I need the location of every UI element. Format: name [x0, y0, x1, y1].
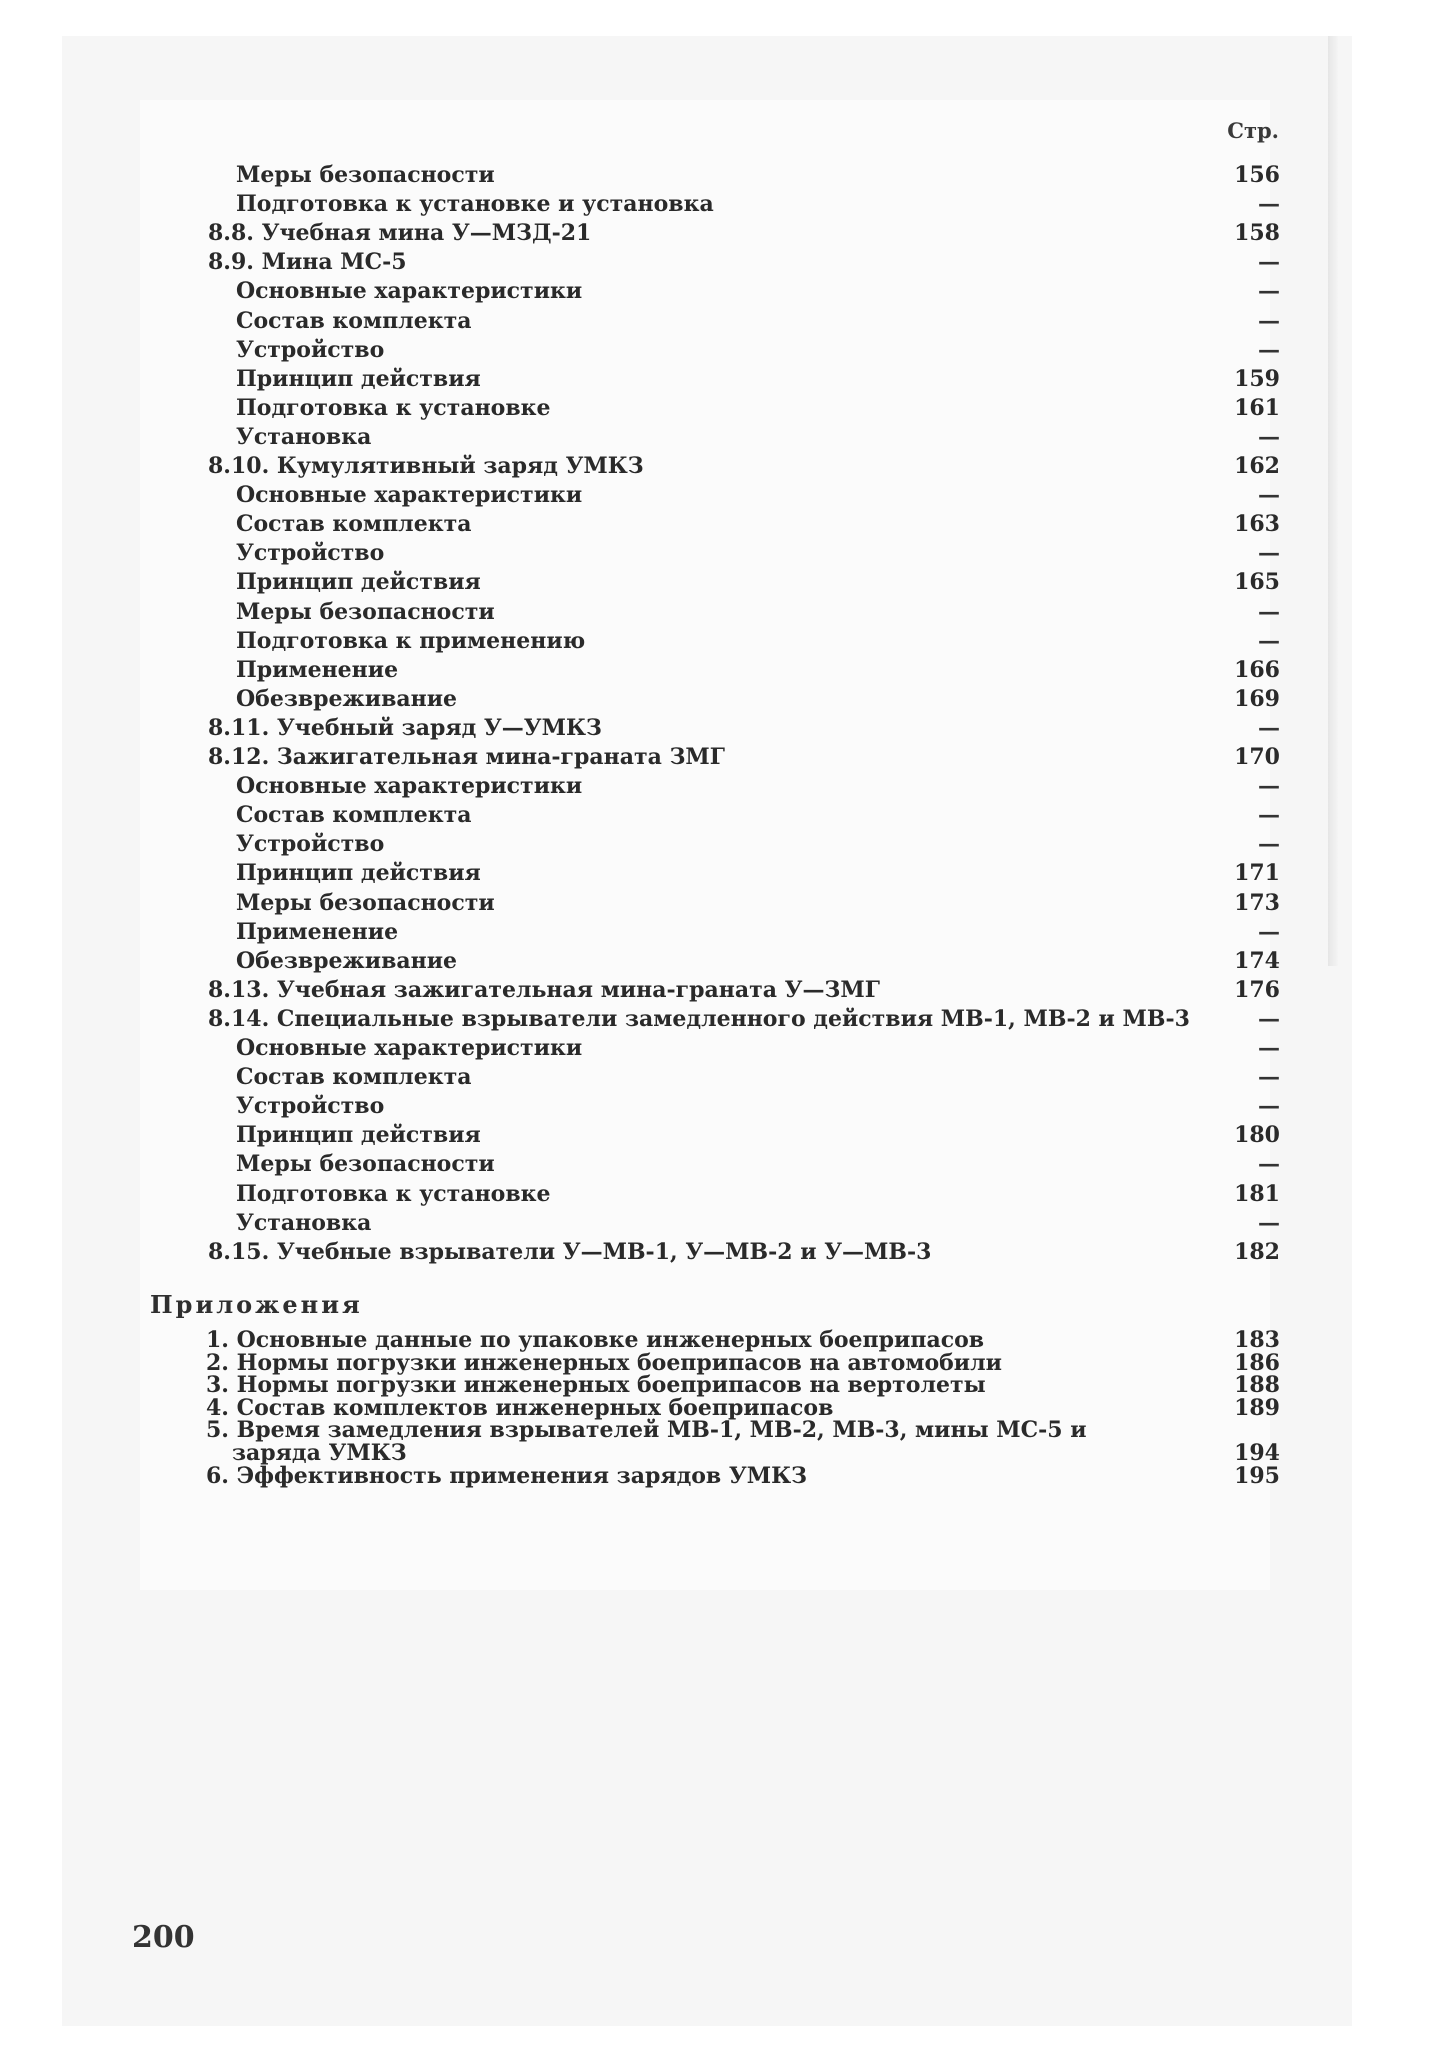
toc-entry-title: Установка — [236, 423, 372, 450]
toc-entry-title: Обезвреживание — [236, 685, 458, 712]
page-ref: — — [1258, 1064, 1280, 1091]
page-ref: 186 — [1234, 1349, 1280, 1376]
toc-entry — [236, 1033, 1280, 1063]
page-ref: 194 — [1234, 1440, 1280, 1466]
page-ref: — — [1258, 802, 1280, 829]
page-ref: 188 — [1234, 1372, 1280, 1399]
toc-entry — [236, 655, 1280, 685]
toc-entry — [236, 800, 1280, 830]
toc-entry-title: Устройство — [236, 336, 385, 363]
toc-entry — [236, 829, 1280, 859]
toc-entry — [208, 975, 1280, 1005]
toc-entry — [236, 480, 1280, 510]
page-ref: — — [1258, 278, 1280, 305]
toc-entry — [236, 597, 1280, 627]
toc-entry-title: Состав комплекта — [236, 802, 472, 829]
toc-entry — [236, 684, 1280, 714]
toc-entry — [236, 946, 1280, 976]
toc-entry-title: Меры безопасности — [236, 1151, 495, 1178]
page-ref: — — [1258, 627, 1280, 654]
page-ref: — — [1258, 423, 1280, 450]
toc-entry — [236, 422, 1280, 452]
page-ref: — — [1258, 1093, 1280, 1120]
toc-entry — [236, 393, 1280, 423]
page-ref: 183 — [1234, 1327, 1280, 1353]
toc-entry — [208, 1237, 1280, 1267]
page-column-header: Стр. — [1227, 118, 1279, 143]
toc-entry — [236, 364, 1280, 394]
toc-entry-title: Устройство — [236, 831, 385, 858]
page-ref: 166 — [1234, 656, 1280, 683]
appendix-entry-title: 6. Эффективность применения зарядов УМКЗ — [206, 1462, 807, 1489]
page-ref: — — [1258, 336, 1280, 363]
toc-entry-title: Применение — [236, 918, 399, 945]
page-number: 200 — [132, 1920, 195, 1955]
toc-entry-title: Обезвреживание — [236, 947, 458, 974]
toc-entry — [236, 1179, 1280, 1209]
toc-entry-title: Принцип действия — [236, 1122, 481, 1149]
page-ref: — — [1258, 540, 1280, 567]
page-ref: 170 — [1234, 744, 1280, 770]
toc-entry-title: 8.15. Учебные взрыватели У—МВ-1, У—МВ-2 и У—МВ-3 — [208, 1238, 932, 1265]
toc-entry-title: Состав комплекта — [236, 511, 472, 538]
page-ref: 156 — [1234, 162, 1280, 188]
toc-entry — [236, 1062, 1280, 1092]
appendix-entry-title: 5. Время замедления взрывателей МВ-1, МВ-2, МВ-3, мины МС-5 и — [206, 1417, 1087, 1444]
appendix-entry-title: 2. Нормы погрузки инженерных боеприпасов на автомобили — [206, 1349, 1002, 1376]
toc-entry-title: Меры безопасности — [236, 889, 495, 916]
toc-entry — [236, 888, 1280, 918]
toc-entry-title: Основные характеристики — [236, 482, 583, 509]
toc-entry — [236, 189, 1280, 219]
toc-entry-title: 8.12. Зажигательная мина-граната ЗМГ — [208, 744, 725, 770]
toc-entry-title: Подготовка к установке — [236, 1180, 551, 1207]
toc-entry-title: Состав комплекта — [236, 307, 472, 334]
toc-entry — [236, 1091, 1280, 1121]
page-ref: — — [1258, 714, 1280, 741]
toc-entry-title: Основные характеристики — [236, 1035, 583, 1061]
toc-entry-title: 8.9. Мина МС-5 — [208, 249, 407, 276]
toc-entry — [236, 160, 1280, 190]
toc-entry-title: Применение — [236, 656, 399, 683]
page-ref: — — [1258, 1005, 1280, 1032]
toc-entry-title: Подготовка к установке и установка — [236, 191, 714, 218]
page-ref: 169 — [1234, 685, 1280, 712]
toc-entry-title: Основные характеристики — [236, 278, 583, 305]
page-ref: 162 — [1234, 453, 1280, 479]
toc-entry-title: Меры безопасности — [236, 162, 495, 188]
toc-entry-title: 8.10. Кумулятивный заряд УМКЗ — [208, 453, 644, 479]
toc-entry-title: Устройство — [236, 1093, 385, 1120]
page-ref: 189 — [1234, 1394, 1280, 1421]
page-ref: — — [1258, 307, 1280, 334]
toc-entry-title: Устройство — [236, 540, 385, 567]
toc-entry — [236, 917, 1280, 947]
toc-entry — [208, 713, 1280, 743]
page-ref: 171 — [1234, 860, 1280, 887]
page-ref: — — [1258, 598, 1280, 625]
toc-entry-title: Меры безопасности — [236, 598, 495, 625]
page-ref: — — [1258, 1151, 1280, 1178]
toc-entry — [236, 276, 1280, 306]
page-ref: — — [1258, 773, 1280, 800]
appendix-entry-title: 1. Основные данные по упаковке инженерных боеприпасов — [206, 1327, 985, 1353]
appendix-entry-title: заряда УМКЗ — [232, 1440, 407, 1466]
toc-entry — [236, 858, 1280, 888]
page-ref: 174 — [1234, 947, 1280, 974]
page-ref: — — [1258, 831, 1280, 858]
page-ref: 176 — [1234, 976, 1280, 1003]
toc-entry — [236, 335, 1280, 365]
toc-entry — [208, 1004, 1280, 1034]
toc-entry — [236, 567, 1280, 597]
toc-entry-title: Принцип действия — [236, 569, 481, 596]
page-ref: 165 — [1234, 569, 1280, 596]
toc-entry-title: Принцип действия — [236, 365, 481, 392]
page-ref: 161 — [1234, 394, 1280, 421]
page-ref: — — [1258, 482, 1280, 509]
toc-entry — [208, 451, 1280, 481]
page-ref: — — [1258, 191, 1280, 218]
toc-entry-title: Принцип действия — [236, 860, 481, 887]
page-ref: 163 — [1234, 511, 1280, 538]
toc-entry — [208, 218, 1280, 248]
toc-entry — [236, 1149, 1280, 1179]
toc-entry — [236, 626, 1280, 656]
toc-entry-title: Подготовка к установке — [236, 394, 551, 421]
toc-entry-title: 8.8. Учебная мина У—МЗД-21 — [208, 220, 592, 247]
binding-edge — [1328, 36, 1338, 966]
toc-entry — [208, 742, 1280, 772]
toc-entry — [208, 247, 1280, 277]
toc-entry — [236, 771, 1280, 801]
page-ref: 182 — [1234, 1238, 1280, 1265]
page-ref: — — [1258, 249, 1280, 276]
appendix-heading: Приложения — [150, 1290, 363, 1319]
toc-entry-title: 8.14. Специальные взрыватели замедленного действия МВ-1, МВ-2 и МВ-3 — [208, 1005, 1190, 1032]
toc-entry-title: Подготовка к применению — [236, 627, 586, 654]
page-ref: 158 — [1234, 220, 1280, 247]
toc-entry-title: Установка — [236, 1209, 372, 1236]
page-ref: 181 — [1234, 1180, 1280, 1207]
page-ref: 180 — [1234, 1122, 1280, 1149]
appendix-entry-title: 3. Нормы погрузки инженерных боеприпасов на вертолеты — [206, 1372, 986, 1399]
appendix-entry-title: 4. Состав комплектов инженерных боеприпасов — [206, 1394, 834, 1421]
toc-entry — [236, 1208, 1280, 1238]
toc-entry — [236, 538, 1280, 568]
toc-entry-title: Основные характеристики — [236, 773, 583, 800]
page-ref: 173 — [1234, 889, 1280, 916]
page-ref: 195 — [1234, 1462, 1280, 1489]
page-ref: — — [1258, 1209, 1280, 1236]
toc-entry-title: 8.11. Учебный заряд У—УМКЗ — [208, 714, 602, 741]
appendix-entry — [206, 1461, 1280, 1491]
toc-entry — [236, 509, 1280, 539]
toc-entry — [236, 306, 1280, 336]
page-ref: — — [1258, 918, 1280, 945]
page-ref: — — [1258, 1035, 1280, 1061]
toc-entry — [236, 1120, 1280, 1150]
toc-entry-title: 8.13. Учебная зажигательная мина-граната У—ЗМГ — [208, 976, 880, 1003]
toc-entry-title: Состав комплекта — [236, 1064, 472, 1091]
page-ref: 159 — [1234, 365, 1280, 392]
